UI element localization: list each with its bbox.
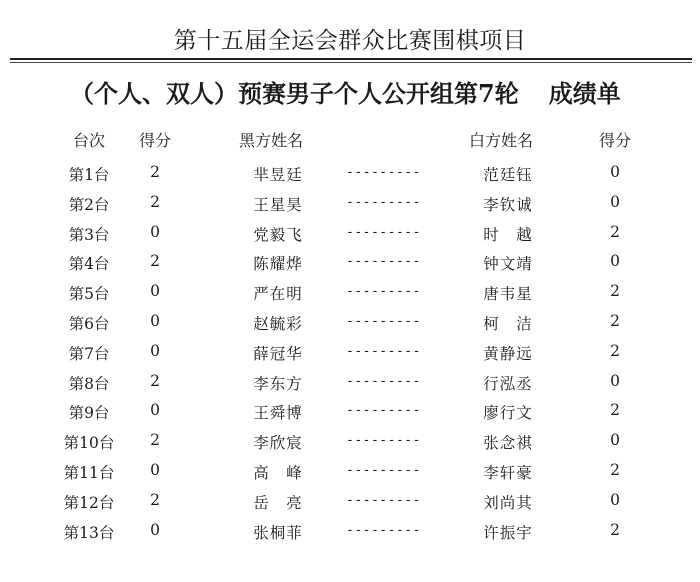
white-score-cell: 0 — [610, 431, 620, 450]
black-name-cell: 王舜博 — [253, 404, 303, 423]
column-header-black-name: 黑方姓名 — [238, 131, 303, 150]
white-name-cell: 柯 洁 — [483, 315, 533, 333]
table-row — [0, 342, 700, 372]
black-name-cell: 李欣宸 — [253, 434, 303, 453]
table-cell: 第12台 — [63, 493, 115, 512]
table-row — [0, 193, 700, 223]
black-name-cell: 王星昊 — [253, 195, 303, 214]
separator-cell: --------- — [346, 433, 421, 449]
table-row — [0, 252, 700, 282]
separator-cell: --------- — [346, 224, 421, 240]
white-score-cell: 0 — [610, 490, 620, 509]
white-score-cell: 2 — [610, 222, 620, 241]
white-name-cell: 钟文靖 — [483, 255, 533, 274]
separator-cell: --------- — [346, 522, 421, 538]
table-cell: 第8台 — [68, 374, 110, 393]
black-name-cell: 严在明 — [253, 285, 303, 304]
page-subtitle — [70, 74, 621, 109]
separator-cell: --------- — [346, 194, 421, 210]
white-name-cell: 廖行文 — [483, 404, 533, 423]
white-score-cell: 0 — [610, 252, 620, 271]
black-score-cell: 2 — [150, 192, 160, 211]
table-row — [0, 163, 700, 193]
table-row — [0, 312, 700, 342]
white-score-cell: 2 — [610, 341, 620, 360]
table-row — [0, 521, 700, 551]
separator-cell: --------- — [346, 284, 421, 300]
black-score-cell: 2 — [150, 163, 160, 181]
black-name-cell: 张桐菲 — [253, 523, 303, 542]
title-divider — [10, 58, 692, 60]
white-score-cell: 0 — [610, 371, 620, 390]
black-name-cell: 岳 亮 — [253, 493, 303, 512]
black-score-cell: 2 — [150, 431, 160, 450]
black-score-cell: 2 — [150, 371, 160, 390]
white-score-cell: 2 — [610, 461, 620, 479]
white-name-cell: 唐韦星 — [483, 285, 533, 304]
table-cell: 第1台 — [68, 166, 110, 184]
black-name-cell: 芈昱廷 — [253, 166, 303, 184]
black-score-cell: 0 — [150, 312, 160, 330]
table-row — [0, 461, 700, 491]
black-score-cell: 0 — [150, 282, 160, 301]
white-name-cell: 刘尚其 — [483, 493, 533, 512]
subtitle-text: （个人、双人）预赛男子个人公开组第7轮 — [70, 79, 519, 108]
table-cell: 第11台 — [63, 464, 115, 482]
white-score-cell: 2 — [610, 282, 620, 301]
white-name-cell: 张念祺 — [483, 434, 533, 453]
table-cell: 第4台 — [68, 255, 110, 274]
black-score-cell: 2 — [150, 252, 160, 271]
white-name-cell: 时 越 — [483, 225, 533, 244]
black-score-cell: 0 — [150, 341, 160, 360]
white-name-cell: 行泓丞 — [483, 374, 533, 393]
separator-cell: --------- — [346, 314, 421, 329]
table-row — [0, 223, 700, 253]
table-cell: 第13台 — [63, 523, 115, 542]
table-row — [0, 372, 700, 402]
separator-cell: --------- — [346, 492, 421, 508]
table-row — [0, 491, 700, 521]
white-score-cell: 2 — [610, 312, 620, 330]
table-row — [0, 282, 700, 312]
separator-cell: --------- — [346, 165, 421, 180]
separator-cell: --------- — [346, 254, 421, 270]
table-cell: 第7台 — [68, 344, 110, 363]
column-header-black-score: 得分 — [138, 131, 171, 150]
white-name-cell: 许振宇 — [483, 523, 533, 542]
table-row — [0, 431, 700, 461]
page-title: 第十五届全运会群众比赛围棋项目 — [173, 28, 527, 54]
separator-cell: --------- — [346, 373, 421, 389]
table-cell: 第3台 — [68, 225, 110, 244]
white-name-cell: 李轩豪 — [483, 464, 533, 482]
black-name-cell: 赵毓彩 — [253, 315, 303, 333]
separator-cell: --------- — [346, 463, 421, 478]
white-score-cell: 2 — [610, 401, 620, 420]
black-name-cell: 李东方 — [253, 374, 303, 393]
black-score-cell: 0 — [150, 520, 160, 539]
white-score-cell: 2 — [610, 520, 620, 539]
column-header-white-score: 得分 — [598, 131, 631, 150]
white-score-cell: 0 — [610, 163, 620, 181]
white-score-cell: 0 — [610, 192, 620, 211]
table-cell: 第9台 — [68, 404, 110, 423]
table-cell: 第2台 — [68, 195, 110, 214]
white-name-cell: 黄静远 — [483, 344, 533, 363]
white-name-cell: 范廷钰 — [483, 166, 533, 184]
black-name-cell: 陈耀烨 — [253, 255, 303, 274]
separator-cell: --------- — [346, 403, 421, 419]
column-header-table: 台次 — [72, 131, 105, 150]
separator-cell: --------- — [346, 343, 421, 359]
table-cell: 第10台 — [63, 434, 115, 453]
title-divider-thin — [10, 62, 692, 63]
black-score-cell: 0 — [150, 401, 160, 420]
black-score-cell: 2 — [150, 490, 160, 509]
white-name-cell: 李钦诚 — [483, 195, 533, 214]
black-score-cell: 0 — [150, 222, 160, 241]
table-cell: 第5台 — [68, 285, 110, 304]
black-name-cell: 党毅飞 — [253, 225, 303, 244]
table-row — [0, 401, 700, 431]
black-name-cell: 高 峰 — [253, 464, 303, 482]
table-cell: 第6台 — [68, 315, 110, 333]
subtitle-suffix: 成绩单 — [548, 79, 621, 108]
black-score-cell: 0 — [150, 461, 160, 479]
black-name-cell: 薛冠华 — [253, 344, 303, 363]
column-header-white-name: 白方姓名 — [468, 131, 533, 150]
